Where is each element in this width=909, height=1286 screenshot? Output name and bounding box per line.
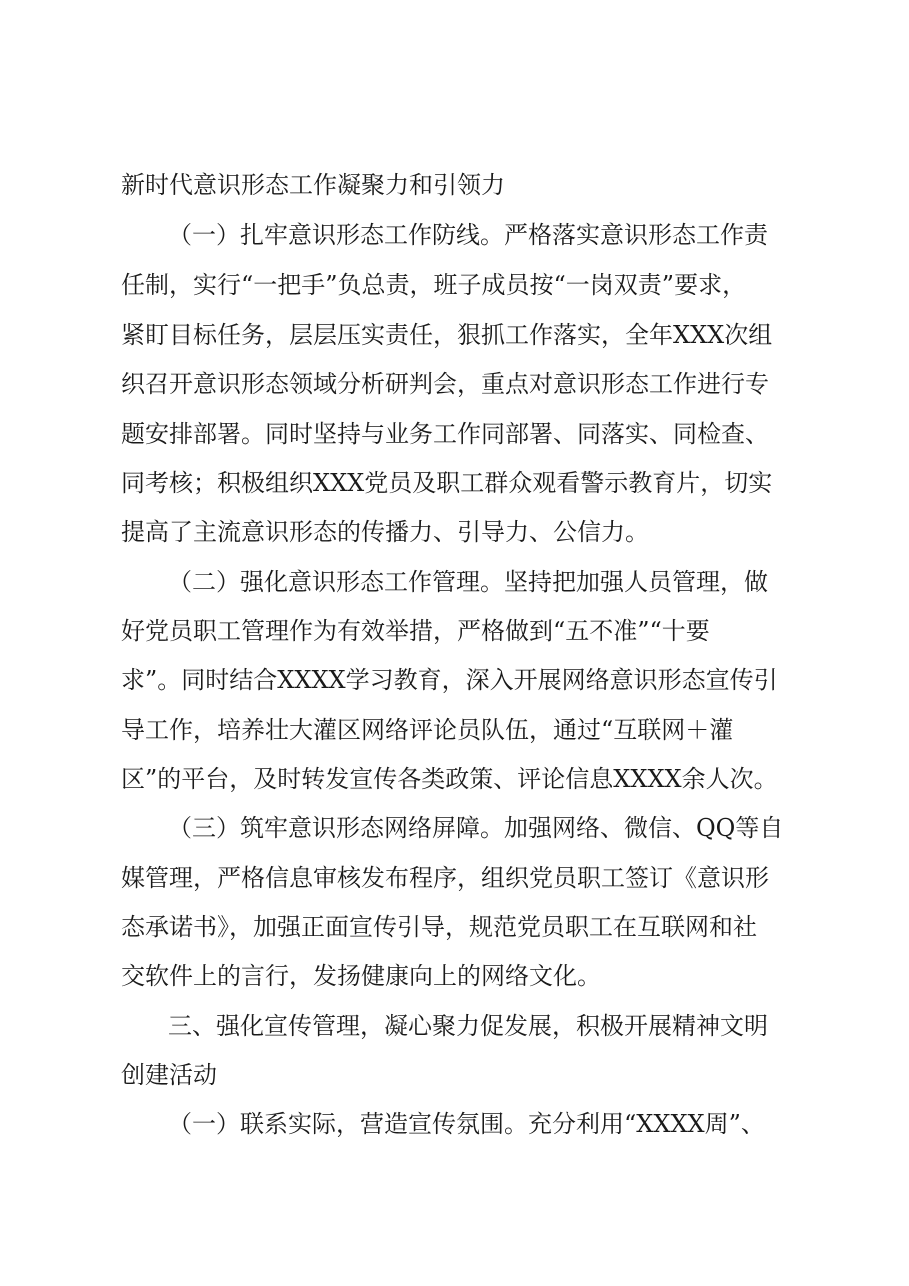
text-line: [0, 315, 909, 355]
text-line-content: 提高了主流意识形态的传播力、引导力、公信力。: [121, 518, 649, 546]
text-line: [0, 364, 909, 404]
text-line: [0, 512, 909, 552]
text-line-content: （一）联系实际，营造宣传氛围。充分利用“XXXX周”、: [168, 1110, 765, 1138]
text-line: [0, 956, 909, 996]
text-line-content: 态承诺书》，加强正面宣传引导，规范党员职工在互联网和社: [121, 913, 757, 941]
text-line-content: （一）扎牢意识形态工作防线。严格落实意识形态工作责: [168, 221, 768, 249]
text-line-content: 区”的平台，及时转发宣传各类政策、评论信息XXXX余人次。: [121, 765, 778, 793]
text-line: [0, 858, 909, 898]
paragraph-first-line: [0, 1104, 909, 1144]
text-line-content: 创建活动: [121, 1061, 217, 1089]
text-line-content: （二）强化意识形态工作管理。坚持把加强人员管理，做: [168, 568, 768, 596]
text-line-content: 导工作，培养壮大灌区网络评论员队伍，通过“互联网＋灌: [121, 716, 734, 744]
text-line: [0, 710, 909, 750]
text-line-content: 织召开意识形态领域分析研判会，重点对意识形态工作进行专: [121, 370, 769, 398]
text-line-content: 好党员职工管理作为有效举措，严格做到“五不准”“十要: [121, 617, 710, 645]
section-heading-line: [0, 1055, 909, 1095]
text-line: [0, 660, 909, 700]
text-line-content: （三）筑牢意识形态网络屏障。加强网络、微信、QQ等自: [168, 814, 784, 842]
text-line-content: 媒管理，严格信息审核发布程序，组织党员职工签订《意识形: [121, 864, 769, 892]
text-line: [0, 611, 909, 651]
text-line: [0, 165, 909, 205]
section-heading-line: [0, 1006, 909, 1046]
text-line-content: 三、强化宣传管理，凝心聚力促发展，积极开展精神文明: [168, 1012, 768, 1040]
paragraph-first-line: [0, 215, 909, 255]
paragraph-first-line: [0, 808, 909, 848]
text-line: [0, 759, 909, 799]
text-line: [0, 265, 909, 305]
paragraph-first-line: [0, 562, 909, 602]
text-line-content: 新时代意识形态工作凝聚力和引领力: [121, 171, 505, 199]
text-line-content: 题安排部署。同时坚持与业务工作同部署、同落实、同检查、: [121, 420, 769, 448]
text-line: [0, 907, 909, 947]
text-line-content: 求”。同时结合XXXX学习教育，深入开展网络意识形态宣传引: [121, 666, 778, 694]
text-line-content: 同考核；积极组织XXX党员及职工群众观看警示教育片，切实: [121, 469, 773, 497]
text-line: [0, 414, 909, 454]
text-line-content: 交软件上的言行，发扬健康向上的网络文化。: [121, 962, 601, 990]
text-line: [0, 463, 909, 503]
text-line-content: 任制，实行“一把手”负总责，班子成员按“一岗双责”要求，: [121, 271, 747, 299]
text-line-content: 紧盯目标任务，层层压实责任，狠抓工作落实，全年XXX次组: [121, 321, 773, 349]
